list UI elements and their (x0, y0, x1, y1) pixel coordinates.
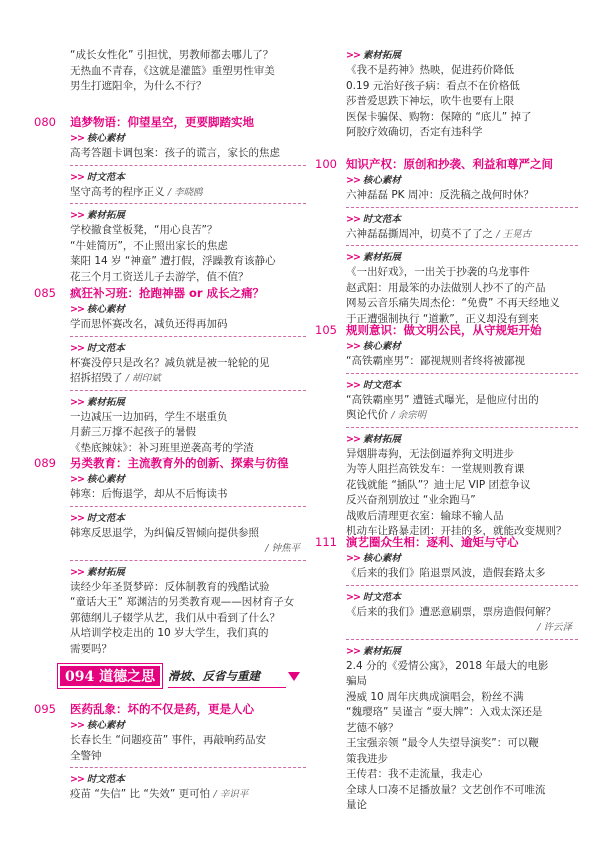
list-item: 反兴奋剂别放过 “业余跑马” (346, 494, 476, 506)
essay-label: >> 时文范本 (346, 379, 401, 391)
section-number: 100 (315, 157, 337, 171)
list-item: 王传君：我不走流量，我走心 (346, 768, 483, 780)
list-item: 《后来的我们》陷退票风波，造假套路太多 (346, 567, 546, 579)
list-item: 骗局 (346, 675, 367, 687)
section-number: 111 (315, 535, 337, 549)
list-item: 月薪三万撑不起孩子的暑假 (70, 426, 196, 438)
chapter-subtitle: 滑坡、反省与重建 (168, 669, 260, 683)
core-material-label: >> 核心素材 (70, 133, 125, 144)
section-089 (34, 455, 306, 657)
list-item: “魏璎珞” 吴谨言 “耍大牌”：入戏太深还是 (346, 706, 543, 718)
list-item: 2.4 分的《爱情公寓》，2018 年最大的电影 (346, 659, 549, 672)
chapter-banner (60, 666, 300, 692)
extension-label: >> 素材拓展 (346, 50, 401, 61)
core-material-label: >> 核心素材 (70, 304, 125, 315)
list-item: 无热血不青春，《这就是灌篮》重塑男性审美 (70, 64, 275, 77)
list-item: 一边减压一边加码，学生不堪重负 (70, 410, 228, 423)
extension-label: >> 素材拓展 (346, 252, 401, 263)
essay-title: 坚守高考的程序正义 / 李晓鸥 (70, 185, 203, 198)
list-item: 学而思怀赛改名，减负还得再加码 (70, 318, 228, 330)
list-item: 全球人口凑不足播放量？文艺创作不可唯流 (346, 783, 546, 796)
core-material-label: >> 核心素材 (346, 341, 401, 352)
essay-title: 疫苗 “失信” 比 “失效” 更可怕 / 辛识平 (70, 788, 249, 800)
essay-label: >> 时文范本 (70, 774, 125, 785)
section-title: 疯狂补习班：抢跑神器 or 成长之痛？ (70, 286, 265, 300)
essay-author: / 许云泽 (537, 622, 572, 633)
core-material-label: >> 核心素材 (346, 175, 401, 186)
list-item: 赵武阳：用最笨的办法做别人抄不了的产品 (346, 281, 546, 294)
essay-title: 韩寒反思退学，为纠偏反智倾向提供参照 (70, 526, 259, 539)
list-item: “童话大王” 郑渊洁的另类教育观——因材育子女 (70, 596, 295, 608)
list-item: 长春长生 “问题疫苗” 事件，再敲响药品安 (70, 734, 267, 746)
core-material-label: >> 核心素材 (70, 720, 125, 731)
list-item: 战败后清理更衣室：输球不输人品 (346, 509, 504, 522)
list-item: 莱阳 14 岁 “神童” 遭打假，浮躁教育该静心 (70, 255, 276, 267)
essay-title: 舆论代价 / 余宗明 (346, 409, 427, 421)
section-number: 080 (34, 115, 56, 129)
divider (70, 165, 306, 166)
section-095 (34, 701, 306, 803)
essay-label: >> 时文范本 (70, 512, 125, 524)
essay-title: 《后来的我们》遭恶意刷票，票房造假何解？ (346, 605, 556, 618)
divider (346, 245, 578, 246)
core-material-label: >> 核心素材 (70, 474, 125, 485)
list-item: 阿胶疗效确切，否定有违科学 (346, 126, 483, 138)
divider (346, 639, 578, 640)
list-item: 医保卡骗保、购物：保障的 “底儿” 掉了 (346, 110, 532, 123)
essay-label: >> 时文范本 (70, 342, 125, 354)
section-number: 095 (34, 702, 56, 716)
section-100 (315, 156, 578, 327)
list-item: 韩寒：后悔退学，却从不后悔读书 (70, 488, 228, 500)
list-item: 《一出好戏》，一出关于抄袭的乌龙事件 (346, 266, 530, 278)
extension-label: >> 素材拓展 (70, 210, 125, 221)
list-item: 花钱就能 “插队”？迪士尼 VIP 团惹争议 (346, 478, 531, 491)
section-title: 追梦物语：仰望星空，更要脚踏实地 (70, 115, 254, 129)
carryover-extension (346, 48, 578, 141)
section-title: 另类教育：主流教育外的创新、探索与彷徨 (70, 456, 289, 470)
list-item: “高铁霸座男”：鄙视规则者终将被鄙视 (346, 355, 525, 367)
divider (346, 427, 578, 428)
divider (346, 373, 578, 374)
list-item: 读经少年圣贤梦碎：反体制教育的残酷试验 (70, 580, 270, 593)
divider (70, 767, 306, 768)
extension-label: >> 素材拓展 (70, 566, 125, 578)
list-item: 从培训学校走出的 10 岁大学生，我们真的 (70, 627, 269, 639)
list-item: “成长女性化” 引担忧，男教师都去哪儿了？ (70, 49, 274, 61)
list-item: “牛娃简历”，不止照出家长的焦虑 (70, 239, 228, 252)
list-item: 漫威 10 周年庆典成演唱会，粉丝不满 (346, 690, 524, 703)
extension-label: >> 素材拓展 (346, 645, 401, 657)
essay-title: 杯赛没停只是改名？减负就是被一轮轮的见 (70, 356, 270, 369)
list-item: 莎普爱思跌下神坛，吹牛也要有上限 (346, 95, 514, 107)
list-item: 花三个月工资送儿子去游学，值不值？ (70, 270, 249, 283)
chapter-heading: 094 道德之思 (60, 666, 160, 686)
section-title: 演艺圈众生相：逐利、逾矩与守心 (346, 535, 519, 549)
triangle-down-icon (288, 672, 300, 681)
list-item: 《我不是药神》热映，促进药价降低 (346, 64, 514, 76)
list-item: 艺德不够？ (346, 721, 399, 734)
core-material-label: >> 核心素材 (346, 553, 401, 564)
list-item: 郭德纲儿子辍学从艺，我们从中看到了什么？ (70, 611, 280, 624)
section-080 (34, 114, 306, 285)
section-number: 105 (315, 323, 337, 337)
divider (70, 336, 306, 337)
list-item: 男生打遮阳伞，为什么不行？ (70, 80, 207, 92)
section-title: 知识产权：原创和抄袭、利益和尊严之间 (346, 157, 553, 171)
essay-label: >> 时文范本 (346, 591, 401, 603)
carryover-intro (70, 48, 306, 95)
list-item: 于正遭强制执行 “道歉”，正义却没有到来 (346, 312, 539, 325)
essay-author: / 钟焦平 (265, 543, 300, 554)
divider (346, 585, 578, 586)
divider (70, 390, 306, 391)
list-item: 王宝强亲领 “最令人失望导演奖”：可以鞭 (346, 737, 539, 749)
list-item: 学校撤食堂板凳，“用心良苦”？ (70, 224, 218, 236)
list-item: 需要吗？ (70, 642, 112, 655)
divider (70, 203, 306, 204)
divider (346, 207, 578, 208)
list-item: 为等人阻拦高铁发车：一堂规则教育课 (346, 463, 525, 475)
list-item: 网易云音乐痛失周杰伦：“免费” 不再天经地义 (346, 297, 560, 309)
list-item: 《垫底辣妹》：补习班里逆袭高考的学渣 (70, 441, 254, 454)
essay-label: >> 时文范本 (346, 213, 401, 225)
essay-title: 招拆招毁了 / 胡印斌 (70, 372, 161, 384)
essay-title: “高铁霸座男” 遭链式曝光，是他应付出的 (346, 393, 539, 406)
list-item: 机动车让路暴走团：开挂的多，就能改变规则？ (346, 525, 567, 537)
divider (168, 687, 286, 688)
section-085 (34, 285, 306, 456)
divider (70, 506, 306, 507)
essay-title: 六神磊磊撕周冲，切莫不了了之 / 王晃古 (346, 227, 532, 240)
section-105 (315, 322, 578, 540)
essay-label: >> 时文范本 (70, 171, 125, 183)
list-item: 量论 (346, 799, 367, 811)
list-item: 异烟肼毒狗，无法倒逼养狗文明进步 (346, 447, 514, 460)
divider (70, 560, 306, 561)
list-item: 0.19 元治好孩子病：看点不在价格低 (346, 79, 520, 92)
list-item: 策我进步 (346, 752, 388, 765)
section-title: 规则意识：做文明公民，从守规矩开始 (346, 323, 542, 337)
section-number: 085 (34, 286, 56, 300)
section-number: 089 (34, 456, 56, 470)
list-item: 高考答题卡调包案：孩子的谎言，家长的焦虑 (70, 147, 280, 159)
section-111 (315, 534, 578, 814)
extension-label: >> 素材拓展 (346, 433, 401, 445)
section-title: 医药乱象：坏的不仅是药，更是人心 (70, 702, 254, 716)
list-item: 六神磊磊 PK 周冲：反洗稿之战何时休？ (346, 189, 534, 201)
extension-label: >> 素材拓展 (70, 396, 125, 408)
list-item: 全警钟 (70, 749, 102, 762)
